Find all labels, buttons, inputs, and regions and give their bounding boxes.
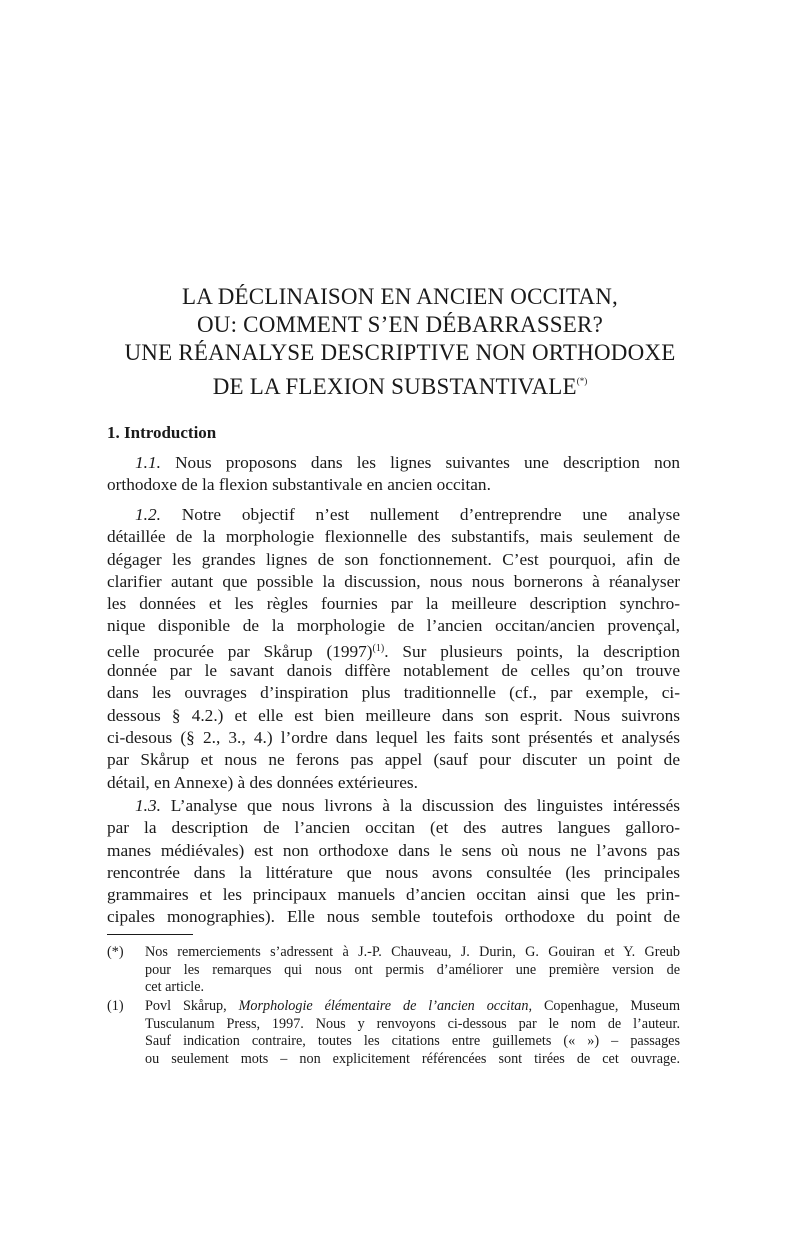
footnote-mark: (*) bbox=[107, 944, 124, 960]
paragraph-line: rencontrée dans la littérature que nous avons consultée (les principales bbox=[107, 862, 680, 882]
title-line: LA DÉCLINAISON EN ANCIEN OCCITAN, bbox=[182, 284, 618, 309]
title-line: OU: COMMENT S’EN DÉBARRASSER? bbox=[197, 312, 603, 337]
footnote-line: ou seulement mots – non explicitement référencées sont tirées de cet ouvrage. bbox=[145, 1050, 680, 1067]
footnote-line: Nos remerciements s’adressent à J.-P. Chauveau, J. Durin, G. Gouiran et Y. Greub bbox=[145, 944, 680, 960]
paragraph-line: détaillée de la morphologie flexionnelle des substantifs, mais seulement de bbox=[107, 527, 680, 547]
paragraph-number: 1.2. bbox=[135, 505, 161, 524]
paragraph-1-1 bbox=[107, 452, 680, 497]
paragraph-line bbox=[107, 452, 680, 474]
footnote-ref-1[interactable]: (1) bbox=[372, 642, 385, 654]
paragraph-line: dessous § 4.2.) et elle est bien meilleure dans son esprit. Nous suivrons bbox=[107, 705, 680, 725]
footnote-star bbox=[107, 944, 680, 997]
footnote-text: , Copenhague, Museum bbox=[528, 998, 680, 1014]
paragraph-line: cipales monographies). Elle nous semble toutefois orthodoxe du point de bbox=[107, 907, 680, 927]
line-text: L’analyse que nous livrons à la discussion des linguistes intéressés bbox=[170, 796, 680, 815]
section-heading: 1. Introduction bbox=[107, 423, 217, 442]
paragraph-line: détail, en Annexe) à des données extérieures. bbox=[107, 772, 418, 792]
paragraph-line: les données et les règles fournies par la meilleure description synchro- bbox=[107, 594, 680, 614]
footnote-body bbox=[145, 998, 680, 1068]
footnote-line: cet article. bbox=[145, 979, 205, 996]
title-line-text: DE LA FLEXION SUBSTANTIVALE bbox=[212, 374, 577, 399]
paragraph-line: par Skårup et nous ne ferons pas appel (sauf pour discuter un point de bbox=[107, 750, 680, 770]
paragraph-line bbox=[107, 504, 680, 526]
paragraph-1-2 bbox=[107, 504, 680, 794]
paragraph-line: clarifier autant que possible la discussion, nous nous bornerons à réanalyser bbox=[107, 571, 680, 591]
paragraph-line bbox=[107, 638, 680, 660]
footnote-text: Povl Skårup, bbox=[145, 998, 239, 1014]
paragraph-line: grammaires et les principaux manuels d’ancien occitan ainsi que les prin- bbox=[107, 885, 680, 905]
paragraph-line: par la description de l’ancien occitan (et des autres langues galloro- bbox=[107, 818, 680, 838]
article-title bbox=[100, 283, 700, 401]
book-title: Morphologie élémentaire de l’ancien occitan bbox=[238, 998, 529, 1014]
footnote-1 bbox=[107, 998, 680, 1068]
footnote-line: Sauf indication contraire, toutes les citations entre guillemets (« ») – passages bbox=[145, 1033, 680, 1050]
paragraph-line: dans les ouvrages d’inspiration plus traditionnelle (cf., par exemple, ci- bbox=[107, 683, 680, 703]
footnote-line: Tusculanum Press, 1997. Nous y renvoyons ci-dessous par le nom de l’auteur. bbox=[145, 1015, 680, 1032]
line-text: . Sur plusieurs points, la description bbox=[384, 641, 680, 661]
footnote-line: pour les remarques qui nous ont permis d’améliorer une première version de bbox=[145, 961, 680, 978]
footnote-separator bbox=[107, 934, 193, 935]
line-text: Nous proposons dans les lignes suivantes une description non bbox=[175, 453, 680, 472]
paragraph-1-3 bbox=[107, 795, 680, 929]
title-footnote-mark: (*) bbox=[576, 376, 588, 386]
title-line: UNE RÉANALYSE DESCRIPTIVE NON ORTHODOXE bbox=[124, 340, 676, 365]
paragraph-line: nique disponible de la morphologie de l’ancien occitan/ancien provençal, bbox=[107, 616, 680, 636]
line-text: Notre objectif n’est nullement d’entreprendre une analyse bbox=[181, 505, 680, 524]
footnote-line bbox=[145, 998, 680, 1016]
paragraph-line: donnée par le savant danois diffère notablement de celles qu’on trouve bbox=[107, 661, 680, 681]
paragraph-number: 1.1. bbox=[135, 453, 161, 472]
line-text: celle procurée par Skårup (1997) bbox=[107, 641, 373, 661]
title-line bbox=[100, 367, 700, 401]
paragraph-line: dégager les grandes lignes de son fonctionnement. C’est pourquoi, afin de bbox=[107, 549, 680, 569]
footnote-mark: (1) bbox=[107, 998, 124, 1014]
paragraph-line bbox=[107, 795, 680, 817]
footnote-body bbox=[145, 944, 680, 997]
paragraph-line: ci-desous (§ 2., 3., 4.) l’ordre dans lequel les faits sont présentés et analysés bbox=[107, 727, 680, 747]
paragraph-line: manes médiévales) est non orthodoxe dans le sens où nous ne l’avons pas bbox=[107, 840, 680, 860]
paragraph-line: orthodoxe de la flexion substantivale en ancien occitan. bbox=[107, 475, 491, 495]
paragraph-number: 1.3. bbox=[135, 796, 161, 815]
